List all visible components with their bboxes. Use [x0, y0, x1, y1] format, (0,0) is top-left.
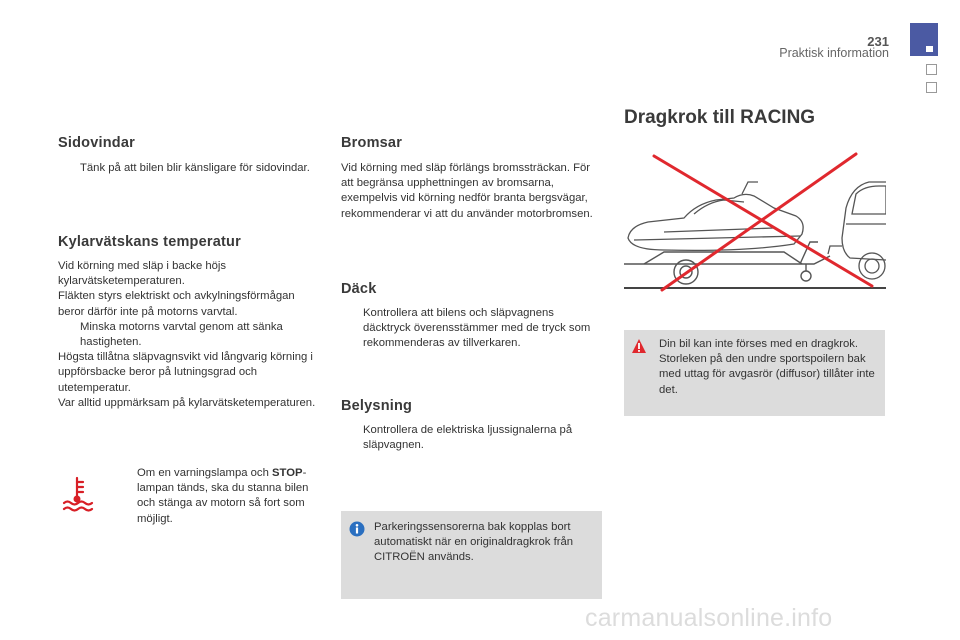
info-icon	[349, 521, 365, 542]
heading-dragkrok: Dragkrok till RACING	[624, 107, 816, 128]
paragraph: Fläkten styrs elektriskt och avkylningsförmågan beror därför inte på motorns varvtal.	[58, 290, 295, 318]
bullet-item	[58, 320, 321, 350]
bullet-item	[341, 423, 603, 453]
heading-kylarvatska: Kylarvätskans temperatur	[58, 234, 241, 250]
section-dack	[341, 281, 603, 352]
heading-sidovindar: Sidovindar	[58, 135, 135, 151]
heading-belysning: Belysning	[341, 398, 413, 414]
section-title: Praktisk information	[779, 46, 889, 60]
section-belysning	[341, 398, 603, 453]
heading-dack: Däck	[341, 281, 377, 297]
warning-bullet	[115, 466, 327, 527]
paragraph: Vid körning med släp förlängs bromssträckan. För att begränsa upphettningen av bromsarna, exempelvis vid körning nedför branta bergsvägar, rekommenderar vi att du använder motorbromsen.	[341, 162, 593, 220]
warning-text: Din bil kan inte förses med en dragkrok. Storleken på den undre sportspoilern bak med uttag för avgasrör (diffusor) tillåter inte det.	[659, 338, 875, 396]
bullet-item	[58, 161, 320, 176]
stop-label: STOP	[272, 467, 303, 479]
bullet-text: -lampan tänds, ska du stanna bilen och stänga av motorn så fort som möjligt.	[137, 467, 309, 525]
warning-icon	[632, 339, 646, 360]
bullet-text: Om en varningslampa och	[137, 467, 269, 479]
warning-box	[624, 330, 885, 416]
section-sidovindar	[58, 135, 320, 176]
info-box	[341, 511, 602, 599]
chapter-tab[interactable]	[926, 64, 937, 75]
page-number: 231	[867, 34, 889, 49]
paragraph: Var alltid uppmärksam på kylarvätsketemperaturen.	[58, 396, 316, 409]
info-text: Parkeringssensorerna bak kopplas bort automatiskt när en originaldragkrok från CITROËN används.	[374, 521, 574, 564]
heading-bromsar: Bromsar	[341, 135, 403, 151]
section-kylarvatska	[58, 234, 321, 411]
section-bromsar	[341, 135, 603, 222]
bullet-text: Kontrollera att bilens och släpvagnens däcktryck överensstämmer med de tryck som rekommenderas av tillverkaren.	[363, 307, 591, 350]
bullet-text: Minska motorns varvtal genom att sänka hastigheten.	[80, 320, 283, 349]
paragraph: Högsta tillåtna släpvagnsvikt vid långvarig körning i uppförsbacke beror på lutningsgrad och utetemperatur.	[58, 351, 313, 394]
chapter-tab-active[interactable]	[910, 23, 938, 56]
paragraph: Vid körning med släp i backe höjs kylarvätsketemperaturen.	[58, 260, 227, 288]
chapter-tab[interactable]	[926, 82, 937, 93]
watermark: carmanualsonline.info	[585, 604, 833, 632]
bullet-item	[341, 306, 603, 352]
bullet-text: Tänk på att bilen blir känsligare för sidovindar.	[80, 162, 310, 174]
bullet-text: Kontrollera de elektriska ljussignalerna på släpvagnen.	[363, 424, 573, 452]
towbar-prohibited-illustration	[624, 152, 886, 292]
coolant-temperature-icon	[60, 474, 94, 514]
